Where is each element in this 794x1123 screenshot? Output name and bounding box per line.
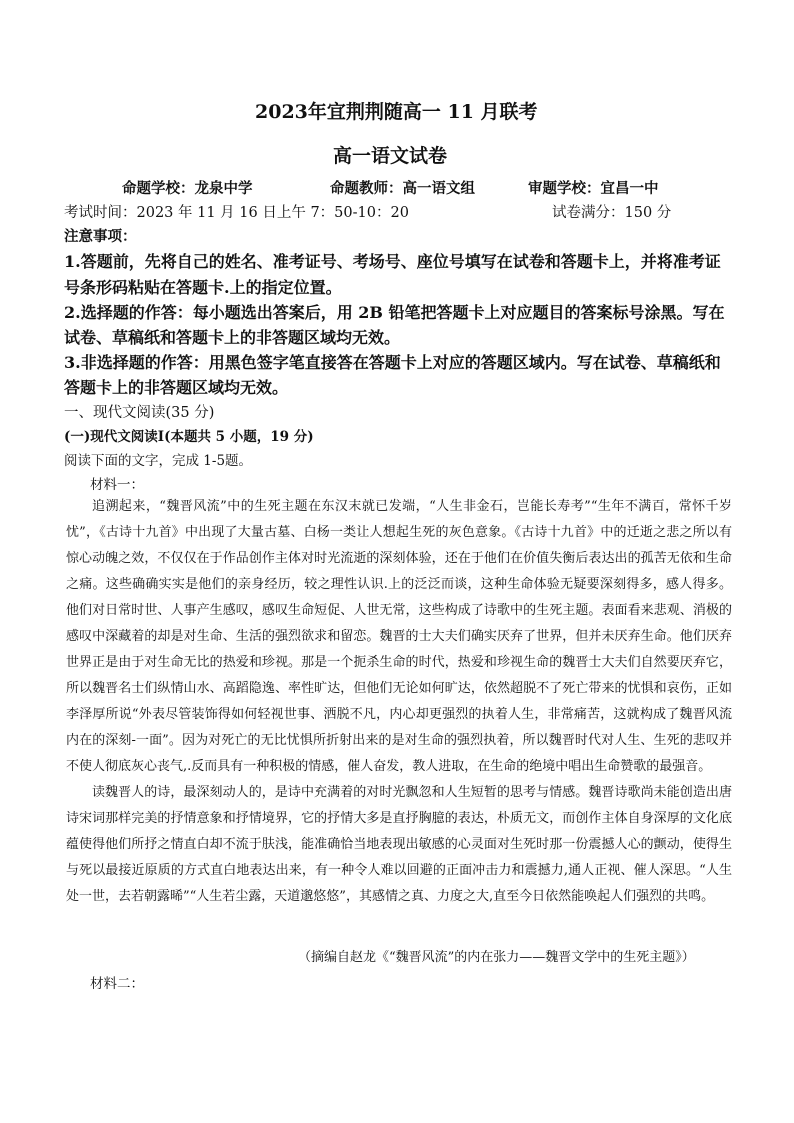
passage-body xyxy=(66,494,732,910)
notice-item-2-line-2: 试卷、草稿纸和答题卡上的非答题区域均无效。 xyxy=(64,328,401,347)
full-score: 试卷满分：150 分 xyxy=(552,205,672,221)
notice-item-2-line-1: 2.选择题的作答：每小题选出答案后，用 2B 铅笔把答题卡上对应题目的答案标号涂黑。写在 xyxy=(64,303,725,322)
reading-instruction: 阅读下面的文字，完成 1-5题。 xyxy=(64,453,253,469)
review-school: 审题学校：宜昌一中 xyxy=(528,180,659,197)
passage-paragraph-2: 读魏晋人的诗，最深刻动人的，是诗中充满着的对时光飘忽和人生短暂的思考与情感。魏晋诗歌尚未能创造出唐诗宋词那样完美的抒情意象和抒情境界，它的抒情大多是直抒胸臆的表达，朴质无文，而创作主体自身深厚的文化底蕴使得他们所抒之情直白却不流于肤浅，能准确恰当地表现出敏感的心灵面对生死时那一份震撼人心的颤动，使得生与死以最接近原质的方式直白地表达出来，有一种令人难以回避的正面冲击力和震撼力,通人正视、催人深思。“人生处一世，去若朝露晞”“人生若尘露，天道邈悠悠”，其感情之真、力度之大,直至今日依然能唤起人们强烈的共鸣。 xyxy=(66,785,732,904)
notice-heading: 注意事项： xyxy=(64,228,137,245)
setter-school: 命题学校：龙泉中学 xyxy=(122,180,253,197)
subsection-heading: (一)现代文阅读Ⅰ(本题共 5 小题，19 分) xyxy=(64,429,314,445)
notice-item-1-line-1: 1.答题前，先将自己的姓名、准考证号、考场号、座位号填写在试卷和答题卡上，并将准考证 xyxy=(64,252,721,271)
passage-source: （摘编自赵龙《“魏晋风流”的内在张力——魏晋文学中的生死主题》） xyxy=(298,950,695,965)
material-two-label: 材料二： xyxy=(90,976,144,992)
passage-paragraph-1: 追溯起来，“魏晋风流”中的生死主题在东汉末就已发端，“人生非金石，岂能长寿考”“生年不满百，常怀千岁忧”，《古诗十九首》中出现了大量古墓、白杨一类让人想起生死的灰色意象。《古诗十九首》中的迁逝之悲之所以有惊心动魄之效，不仅仅在于作品创作主体对时光流逝的深刻体验，还在于他们在价值失衡后表达出的孤苦无依和生命之痛。这些确确实实是他们的亲身经历，较之理性认识.上的泛泛而谈，这种生命体验无疑要深刻得多，感人得多。他们对日常时世、人事产生感叹，感叹生命短促、人世无常，这些构成了诗歌中的生死主题。表面看来悲观、消极的感叹中深藏着的却是对生命、生活的强烈欲求和留恋。魏晋的士大夫们确实厌弃了世界，但并未厌弃生命。他们厌弃世界正是由于对生命无比的热爱和珍视。那是一个扼杀生命的时代，热爱和珍视生命的魏晋士大夫们自然要厌弃它，所以魏晋名士们纵情山水、高蹈隐逸、率性旷达，但他们无论如何旷达，依然超脱不了死亡带来的忧惧和哀伤，正如李泽厚所说“外表尽管装饰得如何轻视世事、洒脱不凡，内心却更强烈的执着人生，非常痛苦，这就构成了魏晋风流内在的深刻-一面”。因为对死亡的无比忧惧所折射出来的是对生命的强烈执着，所以魏晋时代对人生、生死的悲叹并不使人彻底灰心丧气,.反而具有一种积极的情感，催人奋发，教人进取，在生命的绝境中唱出生命赞歌的最强音。 xyxy=(66,499,732,774)
paper-title: 高一语文试卷 xyxy=(333,145,448,167)
notice-item-3-line-2: 答题卡上的非答题区域均无效。 xyxy=(64,378,289,397)
setter-teacher: 命题教师：高一语文组 xyxy=(330,180,475,197)
material-one-label: 材料一： xyxy=(90,477,144,493)
exam-time: 考试时间：2023 年 11 月 16 日上午 7：50-10：20 xyxy=(64,205,409,221)
section-heading: 一、现代文阅读(35 分) xyxy=(64,405,215,421)
notice-item-1-line-2: 号条形码粘贴在答题卡.上的指定位置。 xyxy=(64,278,342,297)
notice-item-3-line-1: 3.非选择题的作答：用黑色签字笔直接答在答题卡上对应的答题区域内。写在试卷、草稿纸和 xyxy=(64,353,721,372)
exam-title: 2023年宜荆荆随高一 11 月联考 xyxy=(255,101,538,123)
